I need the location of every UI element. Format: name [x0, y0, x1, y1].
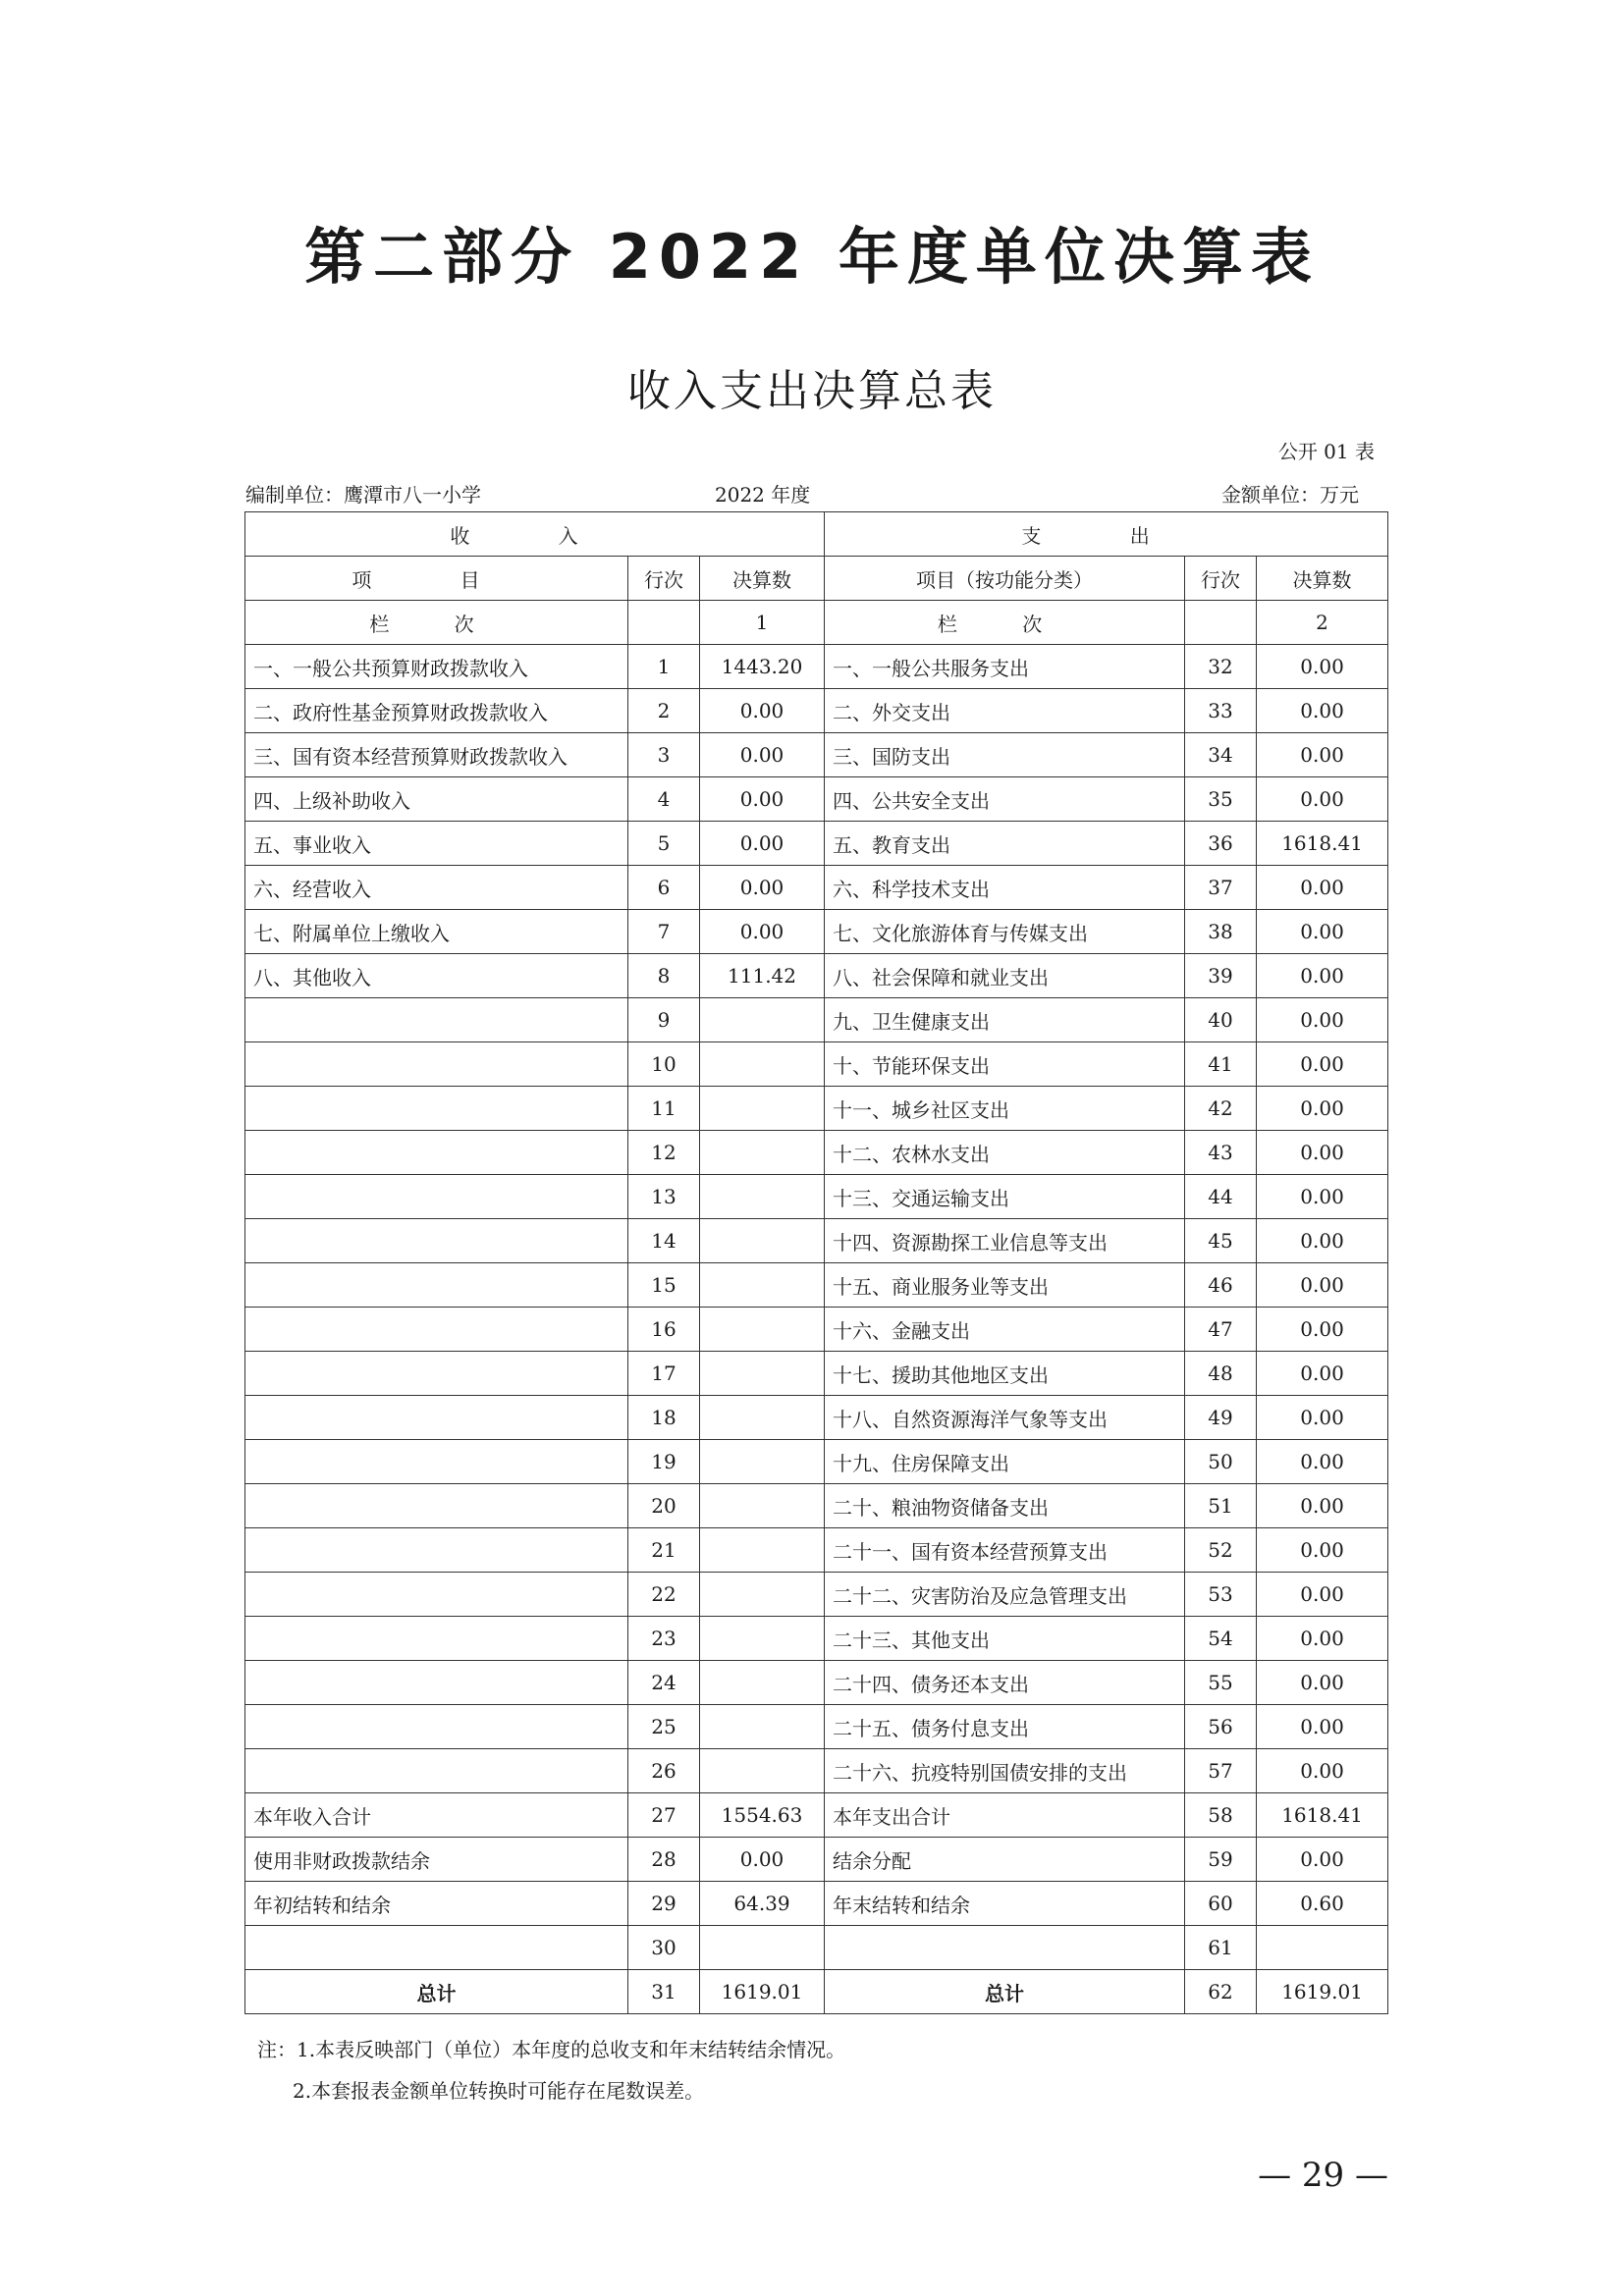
expense-row-no: 36 — [1185, 822, 1257, 866]
income-item — [245, 1484, 628, 1528]
income-amount: 64.39 — [700, 1882, 825, 1926]
expense-row-no: 54 — [1185, 1617, 1257, 1661]
income-amount — [700, 1396, 825, 1440]
expense-amount: 1618.41 — [1257, 822, 1388, 866]
table-row — [245, 1661, 1388, 1705]
empty-cell — [628, 601, 700, 645]
income-item — [245, 1528, 628, 1573]
expense-item: 五、教育支出 — [825, 822, 1185, 866]
income-item — [245, 1352, 628, 1396]
expense-amount: 0.60 — [1257, 1882, 1388, 1926]
expense-item: 十八、自然资源海洋气象等支出 — [825, 1396, 1185, 1440]
summary-row — [245, 1926, 1388, 1970]
income-amount — [700, 998, 825, 1042]
income-row-no: 31 — [628, 1970, 700, 2014]
expense-item: 九、卫生健康支出 — [825, 998, 1185, 1042]
expense-amount: 0.00 — [1257, 777, 1388, 822]
income-amount: 0.00 — [700, 822, 825, 866]
income-item — [245, 1573, 628, 1617]
income-item-header: 项 目 — [245, 557, 628, 601]
expense-amount: 1619.01 — [1257, 1970, 1388, 2014]
expense-row-no: 50 — [1185, 1440, 1257, 1484]
expense-amount: 0.00 — [1257, 1749, 1388, 1793]
expense-amount: 0.00 — [1257, 689, 1388, 733]
income-item: 一、一般公共预算财政拨款收入 — [245, 645, 628, 689]
table-row — [245, 1573, 1388, 1617]
income-row-no-header: 行次 — [628, 557, 700, 601]
expense-amount: 0.00 — [1257, 1484, 1388, 1528]
income-amount — [700, 1131, 825, 1175]
expense-item: 三、国防支出 — [825, 733, 1185, 777]
expense-item: 七、文化旅游体育与传媒支出 — [825, 910, 1185, 954]
expense-column-number: 2 — [1257, 601, 1388, 645]
expense-row-no: 62 — [1185, 1970, 1257, 2014]
expense-amount: 0.00 — [1257, 1440, 1388, 1484]
income-column-number: 1 — [700, 601, 825, 645]
expense-amount: 0.00 — [1257, 1617, 1388, 1661]
expense-item: 六、科学技术支出 — [825, 866, 1185, 910]
income-amount — [700, 1440, 825, 1484]
income-item — [245, 1042, 628, 1087]
expense-amount: 0.00 — [1257, 1352, 1388, 1396]
expense-item: 二十三、其他支出 — [825, 1617, 1185, 1661]
income-amount-header: 决算数 — [700, 557, 825, 601]
expense-item-header: 项目（按功能分类） — [825, 557, 1185, 601]
income-row-no: 9 — [628, 998, 700, 1042]
table-row — [245, 1617, 1388, 1661]
expense-row-no: 48 — [1185, 1352, 1257, 1396]
fiscal-year: 2022 年度 — [715, 483, 811, 507]
income-row-no: 29 — [628, 1882, 700, 1926]
income-item — [245, 1926, 628, 1970]
part-title: 第二部分 2022 年度单位决算表 — [304, 221, 1320, 293]
income-amount — [700, 1749, 825, 1793]
income-item: 使用非财政拨款结余 — [245, 1838, 628, 1882]
page-number: — 29 — — [1258, 2156, 1388, 2195]
expense-row-no: 35 — [1185, 777, 1257, 822]
income-row-no: 12 — [628, 1131, 700, 1175]
expense-amount: 0.00 — [1257, 1528, 1388, 1573]
expense-amount-header: 决算数 — [1257, 557, 1388, 601]
expense-item — [825, 1926, 1185, 1970]
income-amount — [700, 1087, 825, 1131]
table-row — [245, 1131, 1388, 1175]
income-row-no: 1 — [628, 645, 700, 689]
income-item — [245, 1661, 628, 1705]
income-header: 收 入 — [245, 512, 825, 557]
income-row-no: 21 — [628, 1528, 700, 1573]
header-row-column-numbers — [245, 601, 1388, 645]
income-row-no: 17 — [628, 1352, 700, 1396]
income-item: 年初结转和结余 — [245, 1882, 628, 1926]
income-row-no: 24 — [628, 1661, 700, 1705]
expense-header: 支 出 — [825, 512, 1388, 557]
table-row — [245, 777, 1388, 822]
table-row — [245, 1087, 1388, 1131]
expense-row-no: 45 — [1185, 1219, 1257, 1263]
expense-amount: 0.00 — [1257, 1705, 1388, 1749]
income-row-no: 13 — [628, 1175, 700, 1219]
income-item — [245, 1396, 628, 1440]
expense-row-no: 52 — [1185, 1528, 1257, 1573]
expense-amount: 1618.41 — [1257, 1793, 1388, 1838]
income-amount — [700, 1661, 825, 1705]
table-row — [245, 1749, 1388, 1793]
income-item — [245, 1263, 628, 1308]
income-amount — [700, 1352, 825, 1396]
income-row-no: 6 — [628, 866, 700, 910]
expense-row-no: 43 — [1185, 1131, 1257, 1175]
summary-row — [245, 1882, 1388, 1926]
table-row — [245, 1705, 1388, 1749]
expense-item: 二十、粮油物资储备支出 — [825, 1484, 1185, 1528]
income-item — [245, 1749, 628, 1793]
summary-row — [245, 1838, 1388, 1882]
income-item — [245, 998, 628, 1042]
expense-row-no: 57 — [1185, 1749, 1257, 1793]
expense-row-no: 37 — [1185, 866, 1257, 910]
table-row — [245, 1219, 1388, 1263]
expense-row-no: 42 — [1185, 1087, 1257, 1131]
income-expense-table — [244, 511, 1388, 2014]
table-row — [245, 1440, 1388, 1484]
income-row-no: 15 — [628, 1263, 700, 1308]
income-amount: 0.00 — [700, 866, 825, 910]
expense-item: 二十一、国有资本经营预算支出 — [825, 1528, 1185, 1573]
table-row — [245, 1263, 1388, 1308]
total-row — [245, 1970, 1388, 2014]
expense-amount: 0.00 — [1257, 1042, 1388, 1087]
income-amount — [700, 1705, 825, 1749]
table-row — [245, 1352, 1388, 1396]
income-row-no: 2 — [628, 689, 700, 733]
expense-item: 十三、交通运输支出 — [825, 1175, 1185, 1219]
expense-item: 年末结转和结余 — [825, 1882, 1185, 1926]
expense-item: 二十二、灾害防治及应急管理支出 — [825, 1573, 1185, 1617]
income-amount — [700, 1263, 825, 1308]
expense-row-no: 44 — [1185, 1175, 1257, 1219]
table-row — [245, 1528, 1388, 1573]
empty-cell — [1185, 601, 1257, 645]
table-title: 收入支出决算总表 — [627, 366, 997, 416]
income-amount — [700, 1175, 825, 1219]
income-amount — [700, 1484, 825, 1528]
compiling-unit: 编制单位：鹰潭市八一小学 — [245, 483, 481, 507]
income-item — [245, 1175, 628, 1219]
expense-item: 十四、资源勘探工业信息等支出 — [825, 1219, 1185, 1263]
expense-row-no: 32 — [1185, 645, 1257, 689]
income-amount — [700, 1042, 825, 1087]
income-row-no: 18 — [628, 1396, 700, 1440]
income-item — [245, 1219, 628, 1263]
income-row-no: 8 — [628, 954, 700, 998]
header-row-sections — [245, 512, 1388, 557]
income-row-no: 22 — [628, 1573, 700, 1617]
expense-item: 十六、金融支出 — [825, 1308, 1185, 1352]
income-amount: 0.00 — [700, 910, 825, 954]
money-unit: 金额单位：万元 — [1221, 483, 1359, 507]
expense-amount: 0.00 — [1257, 645, 1388, 689]
expense-item: 总计 — [825, 1970, 1185, 2014]
income-item: 八、其他收入 — [245, 954, 628, 998]
expense-row-no: 56 — [1185, 1705, 1257, 1749]
expense-row-no: 41 — [1185, 1042, 1257, 1087]
income-amount: 0.00 — [700, 777, 825, 822]
expense-row-no: 55 — [1185, 1661, 1257, 1705]
income-row-no: 25 — [628, 1705, 700, 1749]
income-item: 七、附属单位上缴收入 — [245, 910, 628, 954]
table-row — [245, 1396, 1388, 1440]
expense-amount: 0.00 — [1257, 1661, 1388, 1705]
expense-amount: 0.00 — [1257, 1573, 1388, 1617]
expense-amount — [1257, 1926, 1388, 1970]
expense-amount: 0.00 — [1257, 1087, 1388, 1131]
income-item: 二、政府性基金预算财政拨款收入 — [245, 689, 628, 733]
income-row-no: 4 — [628, 777, 700, 822]
table-row — [245, 998, 1388, 1042]
expense-row-no: 40 — [1185, 998, 1257, 1042]
table-row — [245, 1308, 1388, 1352]
table-code: 公开 01 表 — [1277, 440, 1375, 463]
income-amount — [700, 1926, 825, 1970]
income-item: 六、经营收入 — [245, 866, 628, 910]
income-row-no: 11 — [628, 1087, 700, 1131]
expense-amount: 0.00 — [1257, 733, 1388, 777]
table-row — [245, 910, 1388, 954]
expense-row-no: 47 — [1185, 1308, 1257, 1352]
expense-amount: 0.00 — [1257, 910, 1388, 954]
income-row-no: 5 — [628, 822, 700, 866]
expense-item: 十七、援助其他地区支出 — [825, 1352, 1185, 1396]
income-amount — [700, 1617, 825, 1661]
expense-amount: 0.00 — [1257, 998, 1388, 1042]
table-row — [245, 822, 1388, 866]
expense-item: 十一、城乡社区支出 — [825, 1087, 1185, 1131]
expense-amount: 0.00 — [1257, 1131, 1388, 1175]
income-item: 本年收入合计 — [245, 1793, 628, 1838]
income-amount — [700, 1219, 825, 1263]
table-row — [245, 645, 1388, 689]
expense-item: 结余分配 — [825, 1838, 1185, 1882]
income-row-no: 10 — [628, 1042, 700, 1087]
note-1: 注：1.本表反映部门（单位）本年度的总收支和年末结转结余情况。 — [257, 2038, 846, 2061]
expense-row-no: 49 — [1185, 1396, 1257, 1440]
income-row-no: 3 — [628, 733, 700, 777]
income-item — [245, 1087, 628, 1131]
income-amount: 1619.01 — [700, 1970, 825, 2014]
expense-row-no: 59 — [1185, 1838, 1257, 1882]
income-row-no: 27 — [628, 1793, 700, 1838]
expense-column-no-label: 栏 次 — [825, 601, 1185, 645]
income-amount — [700, 1308, 825, 1352]
table-row — [245, 689, 1388, 733]
expense-item: 八、社会保障和就业支出 — [825, 954, 1185, 998]
expense-item: 一、一般公共服务支出 — [825, 645, 1185, 689]
income-amount — [700, 1573, 825, 1617]
income-row-no: 14 — [628, 1219, 700, 1263]
income-amount: 0.00 — [700, 1838, 825, 1882]
expense-amount: 0.00 — [1257, 866, 1388, 910]
income-amount: 0.00 — [700, 689, 825, 733]
expense-amount: 0.00 — [1257, 1838, 1388, 1882]
income-row-no: 20 — [628, 1484, 700, 1528]
expense-item: 十二、农林水支出 — [825, 1131, 1185, 1175]
expense-item: 十、节能环保支出 — [825, 1042, 1185, 1087]
income-item: 五、事业收入 — [245, 822, 628, 866]
income-item — [245, 1131, 628, 1175]
expense-amount: 0.00 — [1257, 954, 1388, 998]
expense-row-no: 60 — [1185, 1882, 1257, 1926]
expense-row-no: 34 — [1185, 733, 1257, 777]
income-item — [245, 1705, 628, 1749]
expense-item: 二、外交支出 — [825, 689, 1185, 733]
table-row — [245, 866, 1388, 910]
income-amount: 111.42 — [700, 954, 825, 998]
income-item: 四、上级补助收入 — [245, 777, 628, 822]
expense-item: 二十五、债务付息支出 — [825, 1705, 1185, 1749]
summary-row — [245, 1793, 1388, 1838]
note-2: 2.本套报表金额单位转换时可能存在尾数误差。 — [293, 2079, 705, 2103]
table-row — [245, 1484, 1388, 1528]
expense-row-no: 53 — [1185, 1573, 1257, 1617]
expense-row-no-header: 行次 — [1185, 557, 1257, 601]
income-item — [245, 1440, 628, 1484]
expense-row-no: 39 — [1185, 954, 1257, 998]
expense-item: 十五、商业服务业等支出 — [825, 1263, 1185, 1308]
expense-row-no: 58 — [1185, 1793, 1257, 1838]
expense-row-no: 61 — [1185, 1926, 1257, 1970]
expense-amount: 0.00 — [1257, 1175, 1388, 1219]
expense-amount: 0.00 — [1257, 1219, 1388, 1263]
table-row — [245, 733, 1388, 777]
income-row-no: 26 — [628, 1749, 700, 1793]
expense-item: 二十四、债务还本支出 — [825, 1661, 1185, 1705]
income-row-no: 16 — [628, 1308, 700, 1352]
expense-amount: 0.00 — [1257, 1396, 1388, 1440]
table-row — [245, 1175, 1388, 1219]
income-amount: 1554.63 — [700, 1793, 825, 1838]
income-amount: 0.00 — [700, 733, 825, 777]
income-item — [245, 1308, 628, 1352]
expense-row-no: 33 — [1185, 689, 1257, 733]
income-amount — [700, 1528, 825, 1573]
income-row-no: 28 — [628, 1838, 700, 1882]
expense-item: 本年支出合计 — [825, 1793, 1185, 1838]
income-row-no: 19 — [628, 1440, 700, 1484]
income-item: 三、国有资本经营预算财政拨款收入 — [245, 733, 628, 777]
table-row — [245, 954, 1388, 998]
expense-item: 二十六、抗疫特别国债安排的支出 — [825, 1749, 1185, 1793]
expense-row-no: 38 — [1185, 910, 1257, 954]
expense-item: 四、公共安全支出 — [825, 777, 1185, 822]
expense-amount: 0.00 — [1257, 1308, 1388, 1352]
expense-amount: 0.00 — [1257, 1263, 1388, 1308]
header-row-columns — [245, 557, 1388, 601]
income-row-no: 30 — [628, 1926, 700, 1970]
income-row-no: 7 — [628, 910, 700, 954]
income-row-no: 23 — [628, 1617, 700, 1661]
income-column-no-label: 栏 次 — [245, 601, 628, 645]
income-amount: 1443.20 — [700, 645, 825, 689]
table-row — [245, 1042, 1388, 1087]
expense-row-no: 51 — [1185, 1484, 1257, 1528]
expense-item: 十九、住房保障支出 — [825, 1440, 1185, 1484]
income-item — [245, 1617, 628, 1661]
expense-row-no: 46 — [1185, 1263, 1257, 1308]
income-item: 总计 — [245, 1970, 628, 2014]
